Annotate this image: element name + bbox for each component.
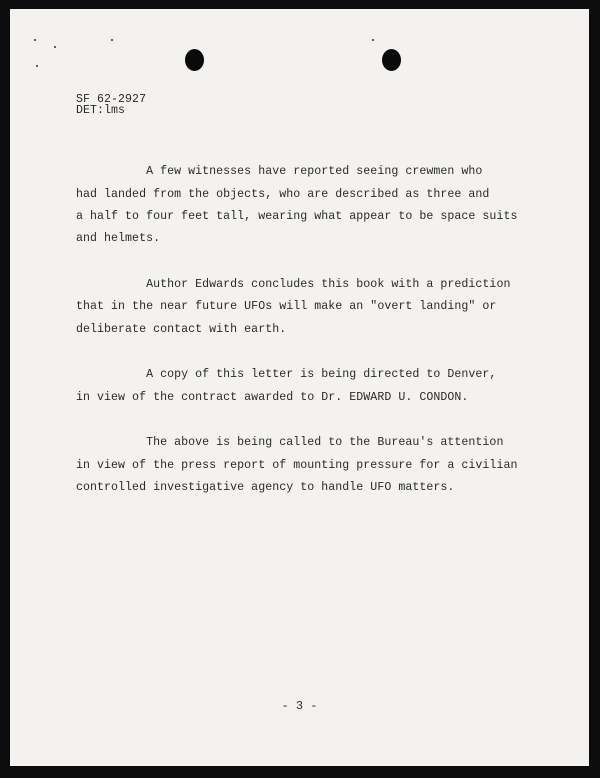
paragraph-line: in view of the press report of mounting pressure for a civilian	[76, 458, 518, 472]
document-body	[76, 155, 546, 517]
punch-hole-right	[382, 49, 401, 71]
paragraph-denver-copy	[76, 358, 546, 414]
paper-speck	[36, 65, 38, 67]
punch-hole-left	[185, 49, 204, 71]
paragraph-line: deliberate contact with earth.	[76, 322, 287, 336]
paragraph-line: controlled investigative agency to handle UFO matters.	[76, 481, 455, 495]
paragraph-witnesses	[76, 155, 546, 256]
paragraph-line: in view of the contract awarded to Dr. EDWARD U. CONDON.	[76, 390, 469, 404]
paragraph-line: had landed from the objects, who are described as three and	[76, 187, 490, 201]
paragraph-line: Author Edwards concludes this book with a prediction	[76, 278, 511, 292]
file-reference: SF 62-2927	[76, 93, 147, 106]
paragraph-prediction	[76, 268, 546, 346]
paragraph-line: A few witnesses have reported seeing crewmen who	[76, 165, 483, 179]
document-page	[10, 9, 589, 766]
paragraph-bureau-attention	[76, 426, 546, 504]
paper-speck	[34, 39, 36, 41]
paper-speck	[372, 39, 374, 41]
paper-speck	[54, 46, 56, 48]
paragraph-line: and helmets.	[76, 232, 161, 246]
document-header	[76, 94, 146, 116]
paragraph-line: The above is being called to the Bureau's attention	[76, 436, 504, 450]
paragraph-line: A copy of this letter is being directed to Denver,	[76, 368, 497, 382]
paragraph-line: that in the near future UFOs will make an "overt landing" or	[76, 300, 497, 314]
paragraph-line: a half to four feet tall, wearing what appear to be space suits	[76, 210, 518, 224]
typist-initials: DET:lms	[76, 104, 126, 118]
paper-speck	[111, 39, 113, 41]
page-number: - 3 -	[281, 699, 318, 713]
